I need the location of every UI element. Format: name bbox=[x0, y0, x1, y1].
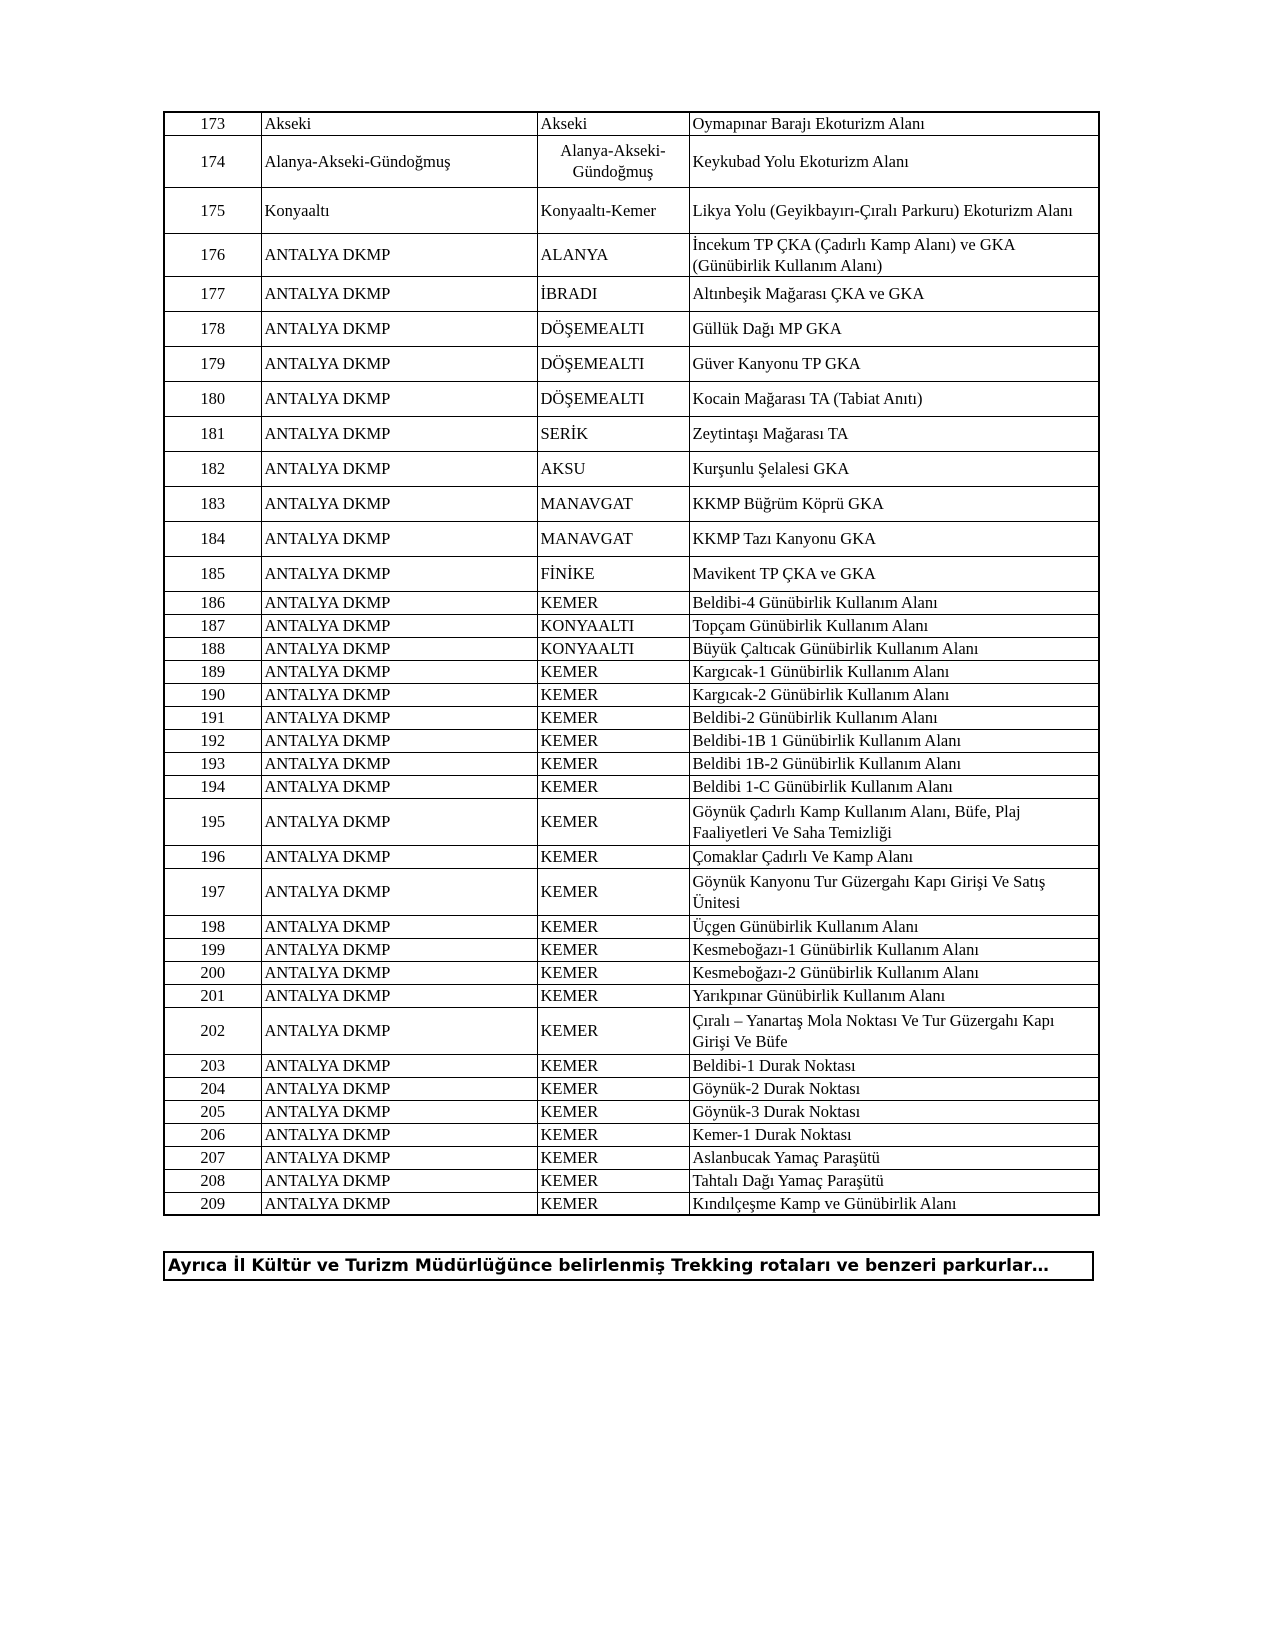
area-name-cell: KKMP Büğrüm Köprü GKA bbox=[689, 486, 1099, 521]
unit-cell: ANTALYA DKMP bbox=[261, 984, 537, 1007]
unit-cell: ANTALYA DKMP bbox=[261, 660, 537, 683]
table-row bbox=[164, 660, 1099, 683]
row-number-cell: 197 bbox=[164, 868, 261, 915]
district-cell: KEMER bbox=[537, 868, 689, 915]
table-row bbox=[164, 346, 1099, 381]
row-number-cell: 181 bbox=[164, 416, 261, 451]
unit-cell: ANTALYA DKMP bbox=[261, 729, 537, 752]
district-cell: KEMER bbox=[537, 706, 689, 729]
district-cell: DÖŞEMEALTI bbox=[537, 311, 689, 346]
unit-cell: ANTALYA DKMP bbox=[261, 346, 537, 381]
table-row bbox=[164, 276, 1099, 311]
unit-cell: ANTALYA DKMP bbox=[261, 311, 537, 346]
table-row bbox=[164, 1169, 1099, 1192]
table-row bbox=[164, 187, 1099, 233]
unit-cell: ANTALYA DKMP bbox=[261, 938, 537, 961]
unit-cell: ANTALYA DKMP bbox=[261, 1100, 537, 1123]
district-cell: İBRADI bbox=[537, 276, 689, 311]
area-name-cell: Göynük Çadırlı Kamp Kullanım Alanı, Büfe, Plaj Faaliyetleri Ve Saha Temizliği bbox=[689, 798, 1099, 845]
unit-cell: ANTALYA DKMP bbox=[261, 706, 537, 729]
table-row bbox=[164, 1054, 1099, 1077]
district-cell: KEMER bbox=[537, 1054, 689, 1077]
unit-cell: ANTALYA DKMP bbox=[261, 1054, 537, 1077]
table-row bbox=[164, 938, 1099, 961]
area-name-cell: Kındılçeşme Kamp ve Günübirlik Alanı bbox=[689, 1192, 1099, 1215]
area-name-cell: Keykubad Yolu Ekoturizm Alanı bbox=[689, 135, 1099, 187]
row-number-cell: 186 bbox=[164, 591, 261, 614]
district-cell: KEMER bbox=[537, 1077, 689, 1100]
table-row bbox=[164, 1077, 1099, 1100]
row-number-cell: 175 bbox=[164, 187, 261, 233]
table-row bbox=[164, 683, 1099, 706]
district-cell: Konyaaltı-Kemer bbox=[537, 187, 689, 233]
unit-cell: ANTALYA DKMP bbox=[261, 486, 537, 521]
table-row bbox=[164, 451, 1099, 486]
area-name-cell: Mavikent TP ÇKA ve GKA bbox=[689, 556, 1099, 591]
area-name-cell: Güver Kanyonu TP GKA bbox=[689, 346, 1099, 381]
area-name-cell: Çomaklar Çadırlı Ve Kamp Alanı bbox=[689, 845, 1099, 868]
district-cell: KEMER bbox=[537, 775, 689, 798]
district-cell: KEMER bbox=[537, 1146, 689, 1169]
district-cell: KEMER bbox=[537, 683, 689, 706]
row-number-cell: 190 bbox=[164, 683, 261, 706]
unit-cell: ANTALYA DKMP bbox=[261, 752, 537, 775]
unit-cell: ANTALYA DKMP bbox=[261, 556, 537, 591]
area-name-cell: Zeytintaşı Mağarası TA bbox=[689, 416, 1099, 451]
table-row bbox=[164, 752, 1099, 775]
areas-table bbox=[163, 111, 1100, 1216]
district-cell: KEMER bbox=[537, 591, 689, 614]
table-row bbox=[164, 556, 1099, 591]
table-row bbox=[164, 614, 1099, 637]
row-number-cell: 205 bbox=[164, 1100, 261, 1123]
area-name-cell: Kargıcak-2 Günübirlik Kullanım Alanı bbox=[689, 683, 1099, 706]
area-name-cell: Beldibi-1B 1 Günübirlik Kullanım Alanı bbox=[689, 729, 1099, 752]
table-row bbox=[164, 706, 1099, 729]
row-number-cell: 173 bbox=[164, 112, 261, 135]
district-cell: MANAVGAT bbox=[537, 486, 689, 521]
unit-cell: ANTALYA DKMP bbox=[261, 868, 537, 915]
unit-cell: ANTALYA DKMP bbox=[261, 1123, 537, 1146]
area-name-cell: Kesmeboğazı-2 Günübirlik Kullanım Alanı bbox=[689, 961, 1099, 984]
district-cell: KEMER bbox=[537, 984, 689, 1007]
row-number-cell: 209 bbox=[164, 1192, 261, 1215]
area-name-cell: Güllük Dağı MP GKA bbox=[689, 311, 1099, 346]
area-name-cell: Beldibi 1-C Günübirlik Kullanım Alanı bbox=[689, 775, 1099, 798]
district-cell: KEMER bbox=[537, 845, 689, 868]
area-name-cell: Yarıkpınar Günübirlik Kullanım Alanı bbox=[689, 984, 1099, 1007]
row-number-cell: 187 bbox=[164, 614, 261, 637]
table-row bbox=[164, 984, 1099, 1007]
row-number-cell: 192 bbox=[164, 729, 261, 752]
row-number-cell: 195 bbox=[164, 798, 261, 845]
table-row bbox=[164, 311, 1099, 346]
area-name-cell: Kemer-1 Durak Noktası bbox=[689, 1123, 1099, 1146]
district-cell: KEMER bbox=[537, 915, 689, 938]
area-name-cell: Likya Yolu (Geyikbayırı-Çıralı Parkuru) Ekoturizm Alanı bbox=[689, 187, 1099, 233]
row-number-cell: 185 bbox=[164, 556, 261, 591]
district-cell: DÖŞEMEALTI bbox=[537, 381, 689, 416]
table-row bbox=[164, 915, 1099, 938]
area-name-cell: Beldibi-2 Günübirlik Kullanım Alanı bbox=[689, 706, 1099, 729]
district-cell: KEMER bbox=[537, 961, 689, 984]
row-number-cell: 206 bbox=[164, 1123, 261, 1146]
district-cell: KEMER bbox=[537, 1192, 689, 1215]
area-name-cell: Kesmeboğazı-1 Günübirlik Kullanım Alanı bbox=[689, 938, 1099, 961]
district-cell: KEMER bbox=[537, 1007, 689, 1054]
unit-cell: ANTALYA DKMP bbox=[261, 1007, 537, 1054]
unit-cell: ANTALYA DKMP bbox=[261, 1169, 537, 1192]
table-row bbox=[164, 1007, 1099, 1054]
district-cell: DÖŞEMEALTI bbox=[537, 346, 689, 381]
row-number-cell: 204 bbox=[164, 1077, 261, 1100]
area-name-cell: Kurşunlu Şelalesi GKA bbox=[689, 451, 1099, 486]
table-row bbox=[164, 416, 1099, 451]
district-cell: AKSU bbox=[537, 451, 689, 486]
district-cell: Akseki bbox=[537, 112, 689, 135]
row-number-cell: 196 bbox=[164, 845, 261, 868]
district-cell: KONYAALTI bbox=[537, 614, 689, 637]
row-number-cell: 184 bbox=[164, 521, 261, 556]
row-number-cell: 183 bbox=[164, 486, 261, 521]
unit-cell: ANTALYA DKMP bbox=[261, 798, 537, 845]
district-cell: KEMER bbox=[537, 660, 689, 683]
area-name-cell: Büyük Çaltıcak Günübirlik Kullanım Alanı bbox=[689, 637, 1099, 660]
area-name-cell: KKMP Tazı Kanyonu GKA bbox=[689, 521, 1099, 556]
row-number-cell: 180 bbox=[164, 381, 261, 416]
district-cell: Alanya-Akseki-Gündoğmuş bbox=[537, 135, 689, 187]
footer-note: Ayrıca İl Kültür ve Turizm Müdürlüğünce belirlenmiş Trekking rotaları ve benzeri parkurlar… bbox=[163, 1251, 1094, 1281]
unit-cell: ANTALYA DKMP bbox=[261, 451, 537, 486]
unit-cell: ANTALYA DKMP bbox=[261, 1077, 537, 1100]
table-row bbox=[164, 729, 1099, 752]
table-row bbox=[164, 591, 1099, 614]
area-name-cell: Kocain Mağarası TA (Tabiat Anıtı) bbox=[689, 381, 1099, 416]
unit-cell: Konyaaltı bbox=[261, 187, 537, 233]
table-row bbox=[164, 845, 1099, 868]
table-row bbox=[164, 798, 1099, 845]
row-number-cell: 178 bbox=[164, 311, 261, 346]
area-name-cell: Topçam Günübirlik Kullanım Alanı bbox=[689, 614, 1099, 637]
row-number-cell: 174 bbox=[164, 135, 261, 187]
row-number-cell: 203 bbox=[164, 1054, 261, 1077]
district-cell: MANAVGAT bbox=[537, 521, 689, 556]
district-cell: KEMER bbox=[537, 1169, 689, 1192]
unit-cell: ANTALYA DKMP bbox=[261, 1146, 537, 1169]
unit-cell: ANTALYA DKMP bbox=[261, 381, 537, 416]
district-cell: ALANYA bbox=[537, 233, 689, 276]
row-number-cell: 199 bbox=[164, 938, 261, 961]
unit-cell: ANTALYA DKMP bbox=[261, 845, 537, 868]
row-number-cell: 202 bbox=[164, 1007, 261, 1054]
row-number-cell: 208 bbox=[164, 1169, 261, 1192]
unit-cell: ANTALYA DKMP bbox=[261, 775, 537, 798]
area-name-cell: Beldibi-4 Günübirlik Kullanım Alanı bbox=[689, 591, 1099, 614]
unit-cell: ANTALYA DKMP bbox=[261, 521, 537, 556]
unit-cell: ANTALYA DKMP bbox=[261, 416, 537, 451]
row-number-cell: 200 bbox=[164, 961, 261, 984]
area-name-cell: Göynük-3 Durak Noktası bbox=[689, 1100, 1099, 1123]
table-row bbox=[164, 135, 1099, 187]
area-name-cell: Altınbeşik Mağarası ÇKA ve GKA bbox=[689, 276, 1099, 311]
table-row bbox=[164, 1123, 1099, 1146]
unit-cell: ANTALYA DKMP bbox=[261, 591, 537, 614]
area-name-cell: Kargıcak-1 Günübirlik Kullanım Alanı bbox=[689, 660, 1099, 683]
table-row bbox=[164, 112, 1099, 135]
area-name-cell: Aslanbucak Yamaç Paraşütü bbox=[689, 1146, 1099, 1169]
table-row bbox=[164, 1100, 1099, 1123]
district-cell: KEMER bbox=[537, 752, 689, 775]
areas-table-body bbox=[164, 112, 1099, 1215]
area-name-cell: Beldibi 1B-2 Günübirlik Kullanım Alanı bbox=[689, 752, 1099, 775]
district-cell: KONYAALTI bbox=[537, 637, 689, 660]
area-name-cell: Beldibi-1 Durak Noktası bbox=[689, 1054, 1099, 1077]
row-number-cell: 191 bbox=[164, 706, 261, 729]
table-row bbox=[164, 1192, 1099, 1215]
row-number-cell: 207 bbox=[164, 1146, 261, 1169]
table-row bbox=[164, 868, 1099, 915]
unit-cell: ANTALYA DKMP bbox=[261, 276, 537, 311]
district-cell: KEMER bbox=[537, 729, 689, 752]
unit-cell: ANTALYA DKMP bbox=[261, 233, 537, 276]
table-row bbox=[164, 521, 1099, 556]
row-number-cell: 189 bbox=[164, 660, 261, 683]
row-number-cell: 188 bbox=[164, 637, 261, 660]
area-name-cell: Üçgen Günübirlik Kullanım Alanı bbox=[689, 915, 1099, 938]
area-name-cell: Tahtalı Dağı Yamaç Paraşütü bbox=[689, 1169, 1099, 1192]
row-number-cell: 194 bbox=[164, 775, 261, 798]
unit-cell: ANTALYA DKMP bbox=[261, 637, 537, 660]
area-name-cell: Göynük Kanyonu Tur Güzergahı Kapı Girişi Ve Satış Ünitesi bbox=[689, 868, 1099, 915]
area-name-cell: Oymapınar Barajı Ekoturizm Alanı bbox=[689, 112, 1099, 135]
row-number-cell: 176 bbox=[164, 233, 261, 276]
table-row bbox=[164, 637, 1099, 660]
district-cell: FİNİKE bbox=[537, 556, 689, 591]
district-cell: KEMER bbox=[537, 1100, 689, 1123]
row-number-cell: 177 bbox=[164, 276, 261, 311]
row-number-cell: 179 bbox=[164, 346, 261, 381]
row-number-cell: 193 bbox=[164, 752, 261, 775]
row-number-cell: 201 bbox=[164, 984, 261, 1007]
table-row bbox=[164, 486, 1099, 521]
row-number-cell: 182 bbox=[164, 451, 261, 486]
unit-cell: ANTALYA DKMP bbox=[261, 683, 537, 706]
district-cell: KEMER bbox=[537, 798, 689, 845]
table-row bbox=[164, 233, 1099, 276]
table-row bbox=[164, 961, 1099, 984]
area-name-cell: Göynük-2 Durak Noktası bbox=[689, 1077, 1099, 1100]
unit-cell: Alanya-Akseki-Gündoğmuş bbox=[261, 135, 537, 187]
unit-cell: ANTALYA DKMP bbox=[261, 1192, 537, 1215]
unit-cell: ANTALYA DKMP bbox=[261, 614, 537, 637]
unit-cell: ANTALYA DKMP bbox=[261, 915, 537, 938]
table-row bbox=[164, 381, 1099, 416]
unit-cell: Akseki bbox=[261, 112, 537, 135]
row-number-cell: 198 bbox=[164, 915, 261, 938]
district-cell: SERİK bbox=[537, 416, 689, 451]
table-row bbox=[164, 775, 1099, 798]
unit-cell: ANTALYA DKMP bbox=[261, 961, 537, 984]
district-cell: KEMER bbox=[537, 938, 689, 961]
table-row bbox=[164, 1146, 1099, 1169]
area-name-cell: İncekum TP ÇKA (Çadırlı Kamp Alanı) ve GKA (Günübirlik Kullanım Alanı) bbox=[689, 233, 1099, 276]
area-name-cell: Çıralı – Yanartaş Mola Noktası Ve Tur Güzergahı Kapı Girişi Ve Büfe bbox=[689, 1007, 1099, 1054]
district-cell: KEMER bbox=[537, 1123, 689, 1146]
